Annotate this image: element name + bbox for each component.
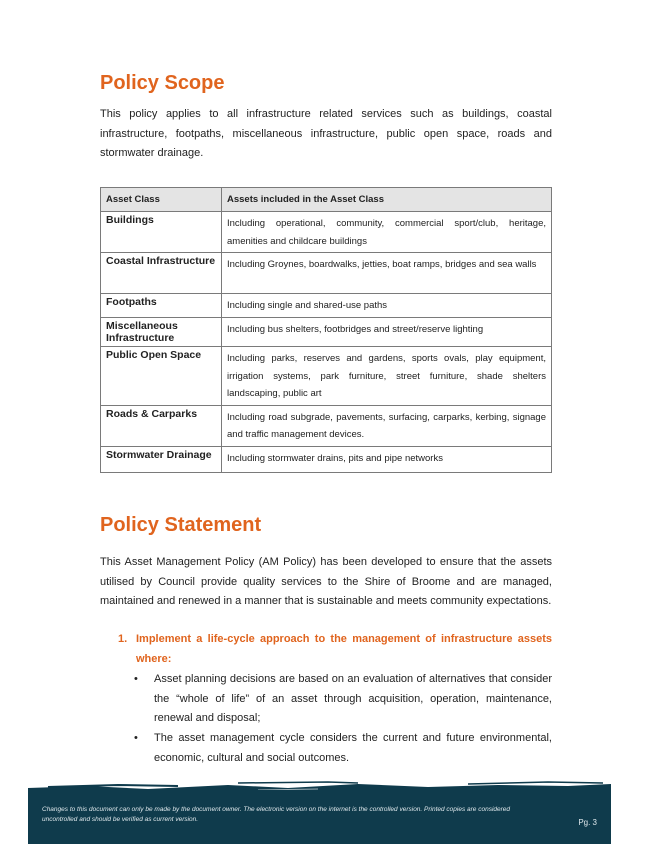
table-row <box>101 294 552 318</box>
table-row <box>101 253 552 294</box>
footer-notice: Changes to this document can only be made by the document owner. The electronic version on the internet is the controlled version. Printed copies are considered uncontrolled and should be verified as current version. <box>42 806 511 823</box>
bullet-icon: • <box>134 732 138 744</box>
policy-scope-text: This policy applies to all infrastructure related services such as buildings, coastal infrastructure, footpaths, miscellaneous infrastructure, public open space, roads and stormwater drainage. <box>100 108 552 159</box>
table-header-asset-class: Asset Class <box>101 188 222 212</box>
asset-class-cell: Miscellaneous Infrastructure <box>101 318 222 347</box>
asset-desc-cell: Including bus shelters, footbridges and street/reserve lighting <box>222 318 552 347</box>
asset-class-cell: Coastal Infrastructure <box>101 253 222 294</box>
asset-desc-cell: Including parks, reserves and gardens, sports ovals, play equipment, irrigation systems, park furniture, street furniture, shade shelters landscaping, public art <box>222 347 552 406</box>
asset-desc-cell: Including Groynes, boardwalks, jetties, boat ramps, bridges and sea walls <box>222 253 552 294</box>
asset-desc-cell: Including stormwater drains, pits and pipe networks <box>222 446 552 472</box>
asset-class-cell: Public Open Space <box>101 347 222 406</box>
bullet-icon: • <box>134 673 138 685</box>
asset-desc-cell: Including single and shared-use paths <box>222 294 552 318</box>
asset-class-cell: Roads & Carparks <box>101 405 222 446</box>
bullet-item <box>134 670 552 729</box>
policy-scope-heading: Policy Scope <box>100 72 225 94</box>
page-number: Pg. 3 <box>578 818 597 827</box>
footer-bar <box>28 790 611 844</box>
bullet-text: The asset management cycle considers the current and future environmental, economic, cultural and social outcomes. <box>154 732 552 764</box>
table-row <box>101 446 552 472</box>
asset-desc-cell: Including operational, community, commercial sport/club, heritage, amenities and childcare buildings <box>222 212 552 253</box>
asset-class-cell: Stormwater Drainage <box>101 446 222 472</box>
policy-statement-text: This Asset Management Policy (AM Policy) has been developed to ensure that the assets utilised by Council provide quality services to the Shire of Broome and are managed, maintained and renewed in a manner that is sustainable and meets community expectations. <box>100 556 552 607</box>
numbered-item-1 <box>118 630 552 669</box>
table-row <box>101 347 552 406</box>
bullet-text: Asset planning decisions are based on an evaluation of alternatives that consider the “whole of life” of an asset through acquisition, operation, maintenance, renewal and disposal; <box>154 673 552 724</box>
asset-desc-cell: Including road subgrade, pavements, surfacing, carparks, kerbing, signage and traffic management devices. <box>222 405 552 446</box>
table-row <box>101 405 552 446</box>
table-row <box>101 318 552 347</box>
asset-class-cell: Buildings <box>101 212 222 253</box>
item-number: 1. <box>118 633 128 645</box>
policy-statement-heading: Policy Statement <box>100 514 262 536</box>
item-text: Implement a life-cycle approach to the management of infrastructure assets where: <box>136 633 552 665</box>
table-row <box>101 212 552 253</box>
table-header-assets-included: Assets included in the Asset Class <box>222 188 552 212</box>
table-header-row <box>101 188 552 212</box>
asset-class-cell: Footpaths <box>101 294 222 318</box>
asset-class-table <box>100 187 552 473</box>
bullet-item <box>134 729 552 768</box>
